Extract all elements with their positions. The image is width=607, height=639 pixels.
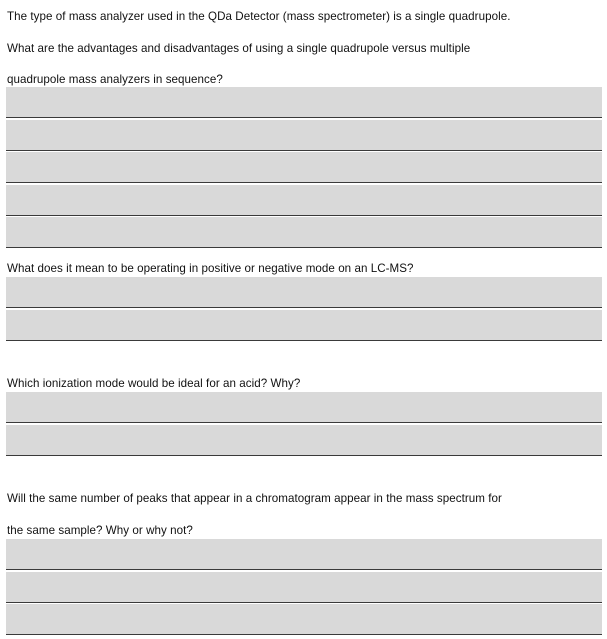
answer-row[interactable] xyxy=(6,539,602,570)
answer-area-1[interactable] xyxy=(6,87,602,250)
answer-row[interactable] xyxy=(6,572,602,603)
question-1-line-2: What are the advantages and disadvantages of using a single quadrupole versus multiple xyxy=(7,42,471,55)
answer-row[interactable] xyxy=(6,87,602,118)
question-1-line-1: The type of mass analyzer used in the QDa Detector (mass spectrometer) is a single quadrupole. xyxy=(7,10,511,23)
answer-row[interactable] xyxy=(6,310,602,341)
answer-row[interactable] xyxy=(6,425,602,456)
answer-row[interactable] xyxy=(6,152,602,183)
answer-area-3[interactable] xyxy=(6,392,602,457)
question-1-line-3: quadrupole mass analyzers in sequence? xyxy=(7,73,223,86)
answer-row[interactable] xyxy=(6,120,602,151)
answer-area-2[interactable] xyxy=(6,277,602,342)
answer-row[interactable] xyxy=(6,217,602,248)
question-3-line-1: Which ionization mode would be ideal for an acid? Why? xyxy=(7,377,301,390)
question-4-line-1: Will the same number of peaks that appear in a chromatogram appear in the mass spectrum for xyxy=(7,492,502,505)
answer-row[interactable] xyxy=(6,604,602,635)
answer-area-4[interactable] xyxy=(6,539,602,637)
answer-row[interactable] xyxy=(6,185,602,216)
answer-row[interactable] xyxy=(6,277,602,308)
answer-row[interactable] xyxy=(6,392,602,423)
question-4-line-2: the same sample? Why or why not? xyxy=(7,524,193,537)
question-2-line-1: What does it mean to be operating in positive or negative mode on an LC-MS? xyxy=(7,262,414,275)
